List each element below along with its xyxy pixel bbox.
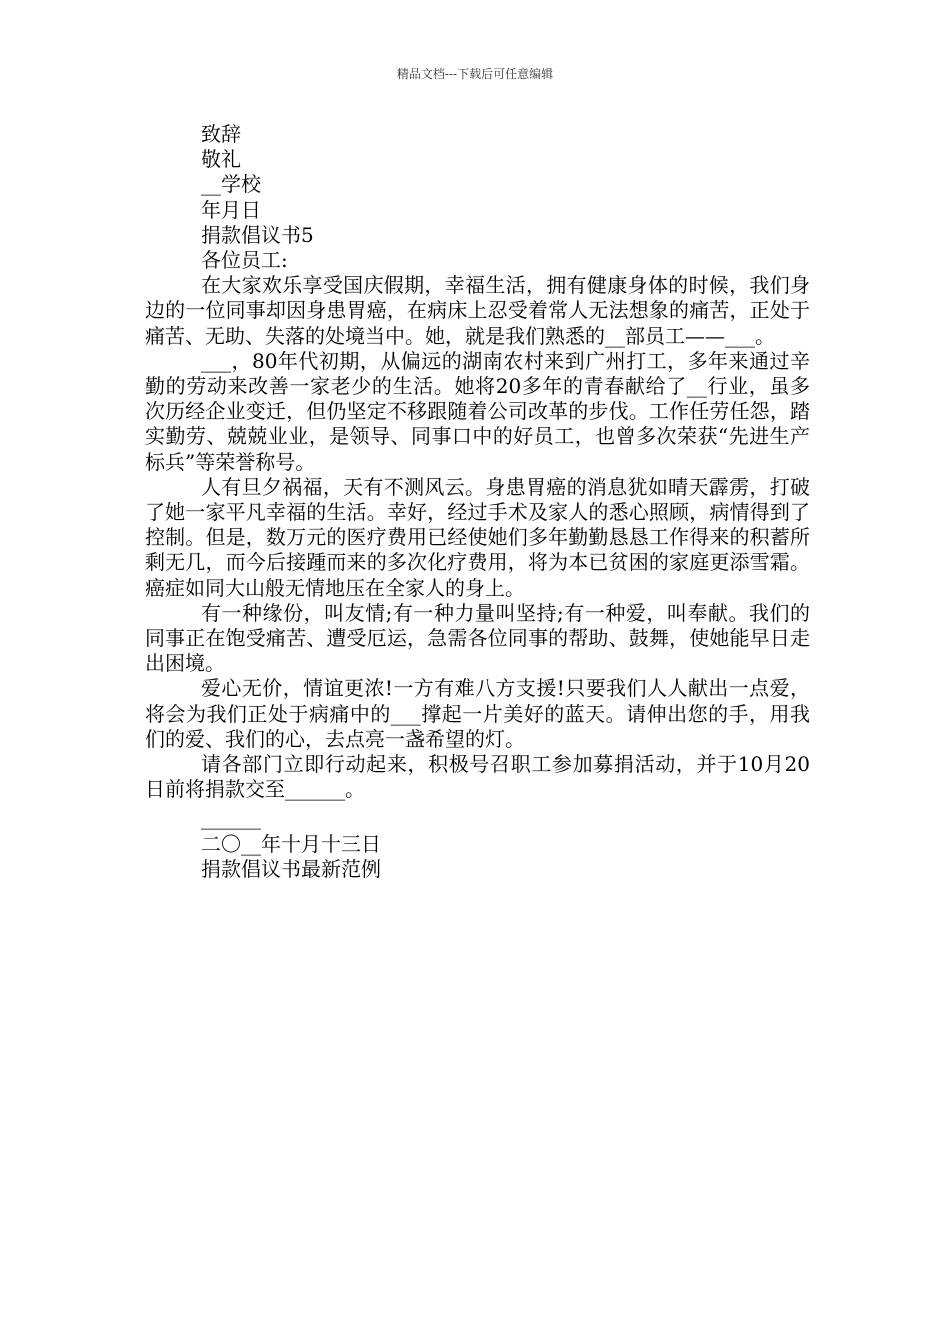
document-date: 二〇__年十月十三日 bbox=[201, 831, 381, 856]
document-body bbox=[145, 122, 810, 882]
date-line: 年月日 bbox=[201, 197, 261, 222]
salutation: 各位员工: bbox=[201, 248, 288, 273]
paragraph-6: 请各部门立即行动起来，积极号召职工参加募捐活动，并于10月20日前将捐款交至______。 bbox=[145, 752, 810, 802]
school-line: __学校 bbox=[201, 172, 261, 197]
closing-line-zhici: 致辞 bbox=[201, 122, 241, 146]
page-header: 精品文档---下载后可任意编辑 bbox=[396, 67, 554, 81]
footer-title: 捐款倡议书最新范例 bbox=[201, 856, 381, 881]
document-title: 捐款倡议书5 bbox=[201, 222, 314, 247]
paragraph-5: 爱心无价，情谊更浓!一方有难八方支援!只要我们人人献出一点爱，将会为我们正处于病痛中的___撑起一片美好的蓝天。请伸出您的手，用我们的爱、我们的心，去点亮一盏希望的灯。 bbox=[145, 676, 810, 751]
paragraph-3: 人有旦夕祸福，天有不测风云。身患胃癌的消息犹如晴天霹雳，打破了她一家平凡幸福的生活。幸好，经过手术及家人的悉心照顾，病情得到了控制。但是，数万元的医疗费用已经使她们多年勤勤恳恳工作得来的积蓄所剩无几，而今后接踵而来的多次化疗费用，将为本已贫困的家庭更添雪霜。癌症如同大山般无情地压在全家人的身上。 bbox=[145, 474, 810, 600]
paragraph-4: 有一种缘份，叫友情;有一种力量叫坚持;有一种爱，叫奉献。我们的同事正在饱受痛苦、遭受厄运，急需各位同事的帮助、鼓舞，使她能早日走出困境。 bbox=[145, 600, 810, 676]
paragraph-2: ___，80年代初期，从偏远的湖南农村来到广州打工，多年来通过辛勤的劳动来改善一家老少的生活。她将20多年的青春献给了__行业，虽多次历经企业变迁，但仍坚定不移跟随着公司改革的步伐。工作任劳任怨，踏实勤劳、兢兢业业，是领导、同事口中的好员工，也曾多次荣获“先进生产标兵”等荣誉称号。 bbox=[145, 348, 810, 474]
closing-line-jingli: 敬礼 bbox=[201, 147, 241, 172]
paragraph-1: 在大家欢乐享受国庆假期，幸福生活，拥有健康身体的时候，我们身边的一位同事却因身患胃癌，在病床上忍受着常人无法想象的痛苦，正处于痛苦、无助、失落的处境当中。她，就是我们熟悉的__部员工——___。 bbox=[145, 273, 810, 348]
signature-blank: ______ bbox=[201, 806, 261, 831]
